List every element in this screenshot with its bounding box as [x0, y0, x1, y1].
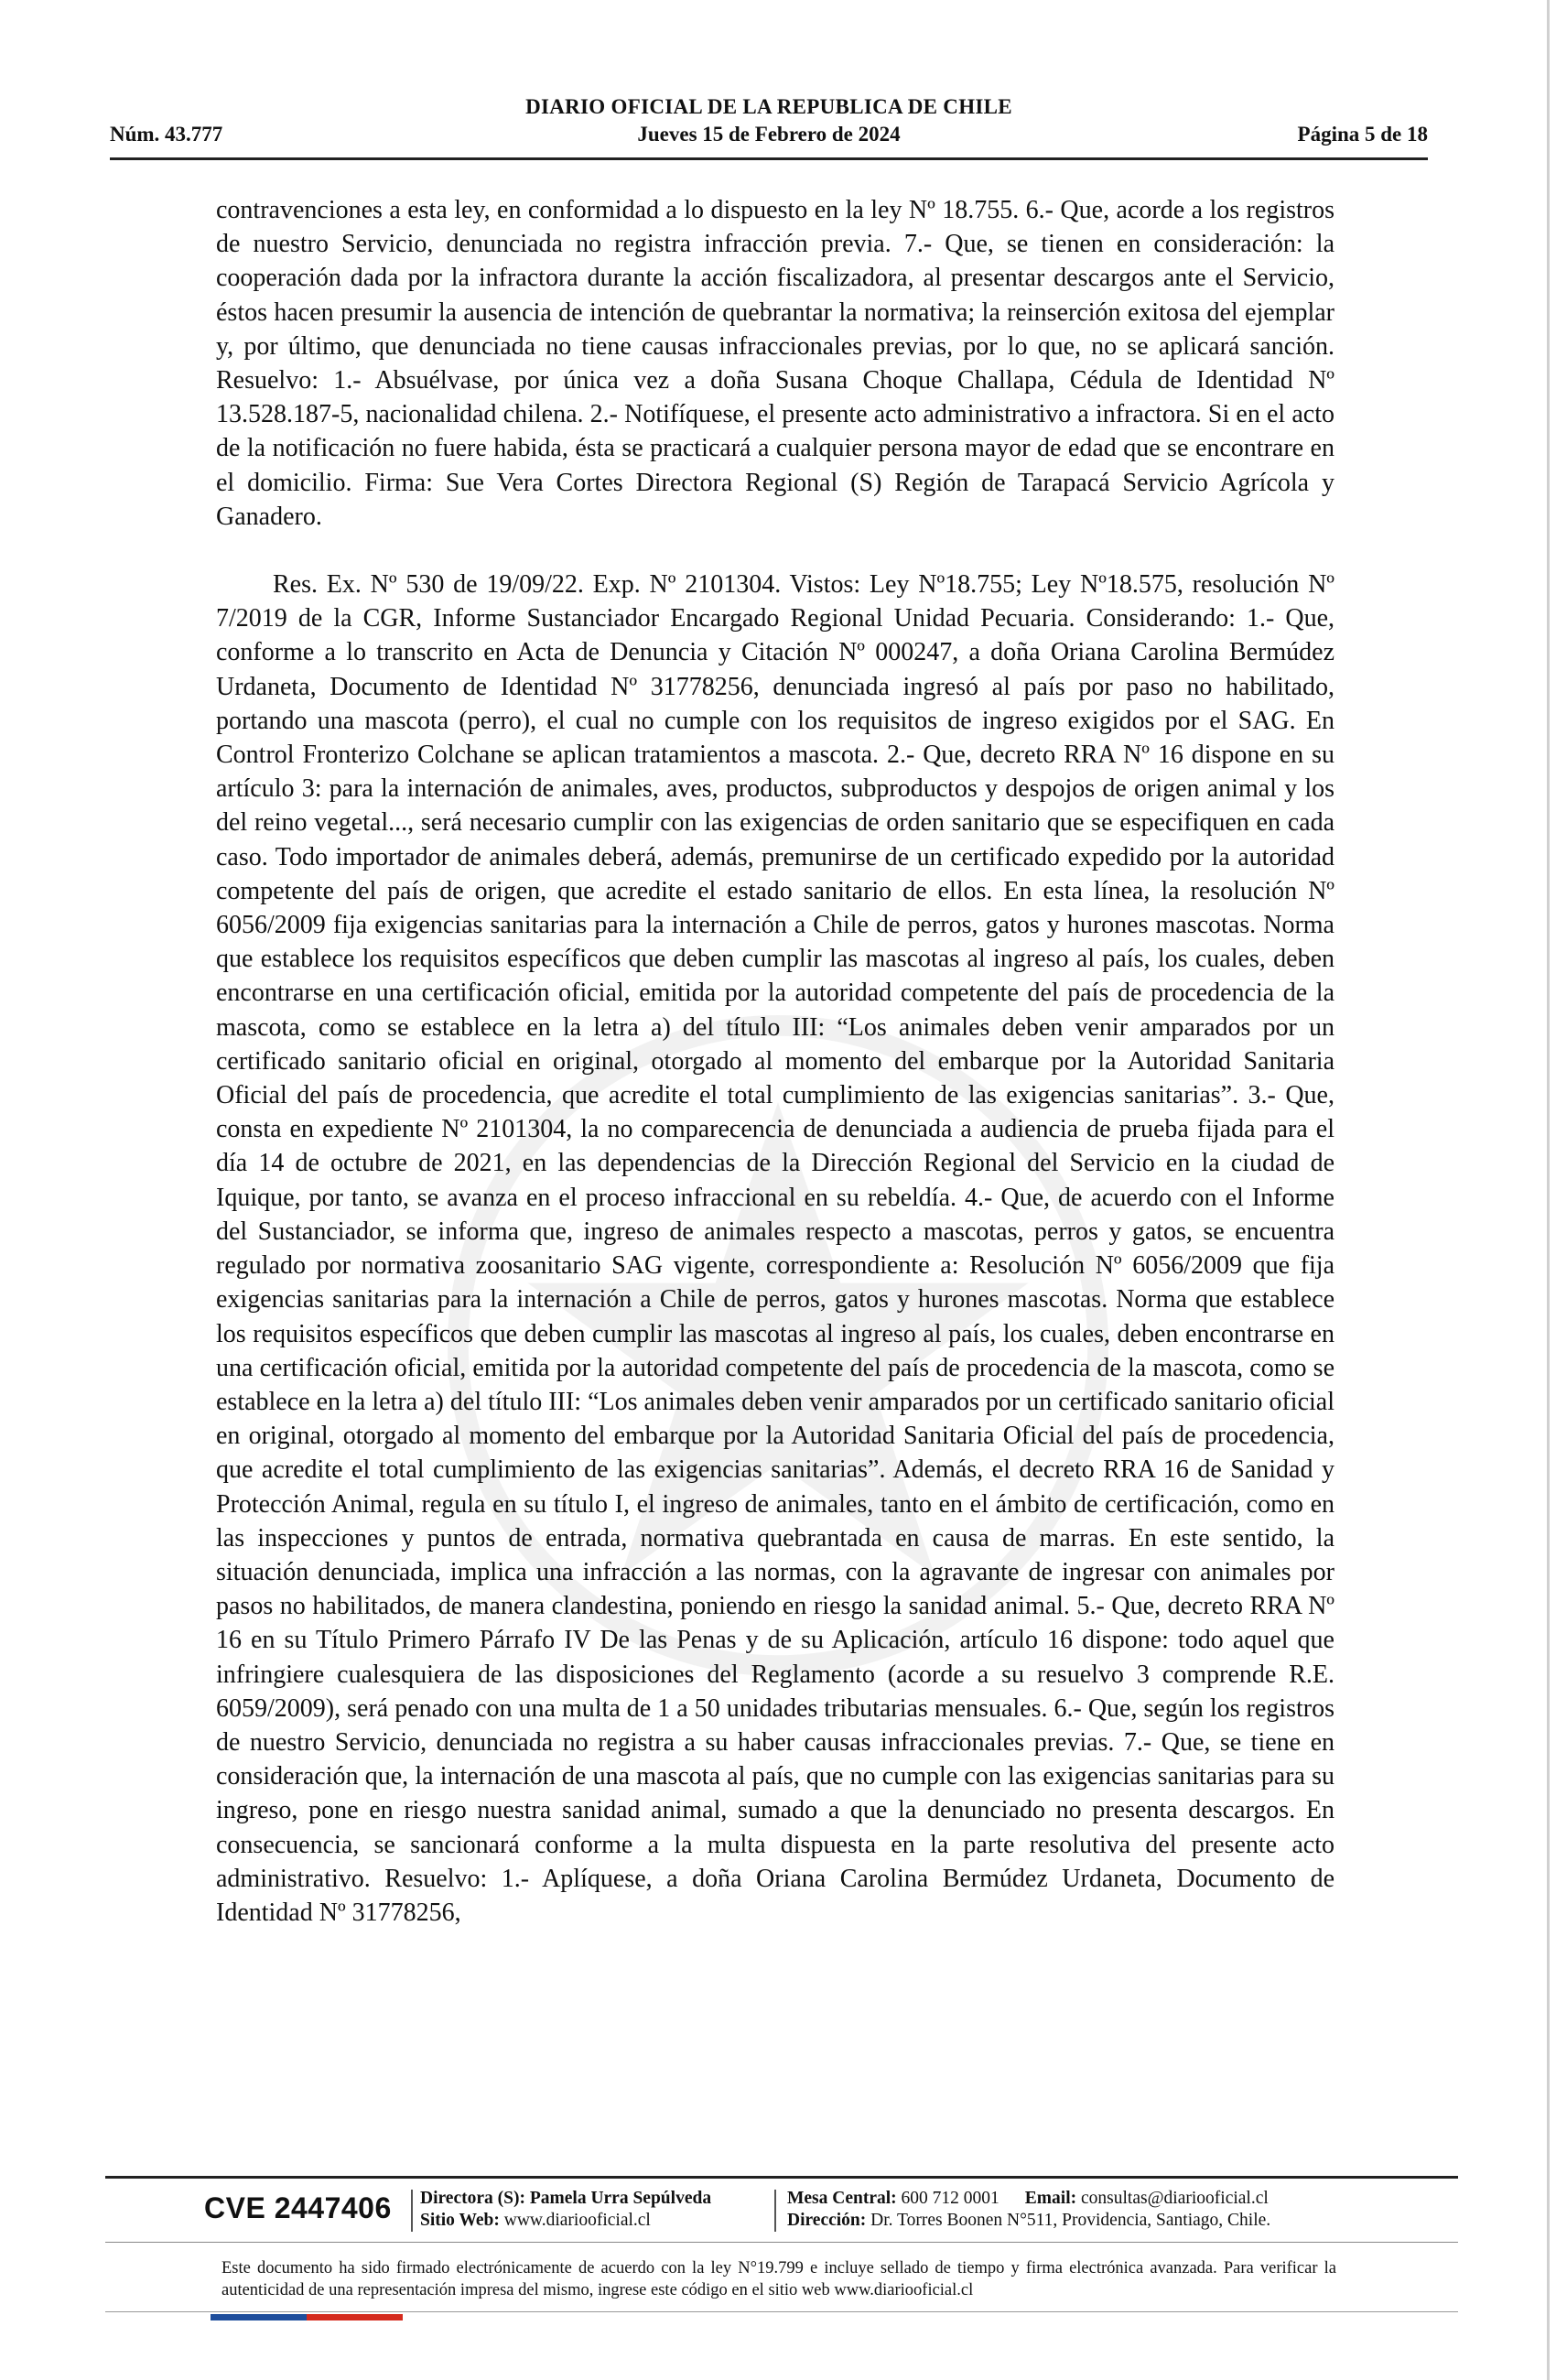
flag-blue-segment	[211, 2314, 307, 2320]
email-link[interactable]: consultas@diariooficial.cl	[1081, 2189, 1269, 2208]
phone-label: Mesa Central:	[787, 2189, 897, 2208]
footer-rule-bottom	[105, 2311, 1458, 2312]
director-name: Pamela Urra Sepúlveda	[529, 2189, 712, 2208]
issue-date: Jueves 15 de Febrero de 2024	[637, 123, 901, 146]
director-info	[420, 2188, 711, 2232]
newspaper-title: DIARIO OFICIAL DE LA REPUBLICA DE CHILE	[525, 95, 1012, 118]
header-rule	[110, 157, 1428, 160]
paragraph-continuation: contravenciones a esta ley, en conformidad a lo dispuesto en la ley Nº 18.755. 6.- Que, acorde a los registros de nuestro Servicio, denunciada no registra infracción previa. 7.- Que, se tienen en consideración: la cooperación dada por la infractora durante la acción fiscalizadora, al presentar descargos ante el Servicio, éstos hacen presumir la ausencia de intención de quebrantar la normativa; la reinserción exitosa del ejemplar y, por último, que denunciada no tiene causas infraccionales previas, por lo que, no se aplicará sanción. Resuelvo: 1.- Absuélvase, por única vez a doña Susana Choque Challapa, Cédula de Identidad Nº 13.528.187-5, nacionalidad chilena. 2.- Notifíquese, el presente acto administrativo a infractora. Si en el acto de la notificación no fuere habida, ésta se practicará a cualquier persona mayor de edad que se encontrare en el domicilio. Firma: Sue Vera Cortes Directora Regional (S) Región de Tarapacá Servicio Agrícola y Ganadero.	[216, 196, 1334, 531]
site-link[interactable]: www.diariooficial.cl	[503, 2211, 651, 2230]
page-number: Página 5 de 18	[1297, 123, 1428, 146]
paragraph-resolution-530: Res. Ex. Nº 530 de 19/09/22. Exp. Nº 2101304. Vistos: Ley Nº18.755; Ley Nº18.575, resolución Nº 7/2019 de la CGR, Informe Sustanciador Encargado Regional Unidad Pecuaria. Considerando: 1.- Que, conforme a lo transcrito en Acta de Denuncia y Citación Nº 000247, a doña Oriana Carolina Bermúdez Urdaneta, Documento de Identidad Nº 31778256, denunciada ingresó al país por paso no habilitado, portando una mascota (perro), el cual no cumple con los requisitos de ingreso exigidos por el SAG. En Control Fronterizo Colchane se aplican tratamientos a mascota. 2.- Que, decreto RRA Nº 16 dispone en su artículo 3: para la internación de animales, aves, productos, subproductos y despojos de origen animal y los del reino vegetal..., será necesario cumplir con las exigencias de orden sanitario que se especifiquen en cada caso. Todo importador de animales deberá, además, premunirse de un certificado expedido por la autoridad competente del país de origen, que acredite el estado sanitario de ellos. En esta línea, la resolución Nº 6056/2009 fija exigencias sanitarias para la internación a Chile de perros, gatos y hurones mascotas. Norma que establece los requisitos específicos que deben cumplir las mascotas al ingreso al país, los cuales, deben encontrarse en una certificación oficial, emitida por la autoridad competente del país de procedencia de la mascota, como se establece en la letra a) del título III: “Los animales deben venir amparados por un certificado sanitario oficial en original, otorgado al momento del embarque por la Autoridad Sanitaria Oficial del país de procedencia, que acredite el total cumplimiento de las exigencias sanitarias”. 3.- Que, consta en expediente Nº 2101304, la no comparecencia de denunciada a audiencia de prueba fijada para el día 14 de octubre de 2021, en las dependencias de la Dirección Regional del Servicio en la ciudad de Iquique, por tanto, se avanza en el proceso infraccional en su rebeldía. 4.- Que, de acuerdo con el Informe del Sustanciador, se informa que, ingreso de animales respecto a mascotas, perros y gatos, se encuentra regulado por normativa zoosanitario SAG vigente, correspondiente a: Resolución Nº 6056/2009 que fija exigencias sanitarias para la internación a Chile de perros, gatos y hurones mascotas. Norma que establece los requisitos específicos que deben cumplir las mascotas al ingreso al país, los cuales, deben encontrarse en una certificación oficial, emitida por la autoridad competente del país de procedencia de la mascota, como se establece en la letra a) del título III: “Los animales deben venir amparados por un certificado sanitario oficial en original, otorgado al momento del embarque por la Autoridad Sanitaria Oficial del país de procedencia, que acredite el total cumplimiento de las exigencias sanitarias”. Además, el decreto RRA 16 de Sanidad y Protección Animal, regula en su título I, el ingreso de animales, tanto en el ámbito de certificación, como en las inspecciones y puntos de entrada, normativa quebrantada en causa de marras. En este sentido, la situación denunciada, implica una infracción a las normas, con la agravante de ingresar con animales por pasos no habilitados, de manera clandestina, poniendo en riesgo la sanidad animal. 5.- Que, decreto RRA Nº 16 en su Título Primero Párrafo IV De las Penas y de su Aplicación, artículo 16 dispone: todo aquel que infringiere cualesquiera de las disposiciones del Reglamento (acorde a su resuelvo 3 comprende R.E. 6059/2009), será penado con una multa de 1 a 50 unidades tributarias mensuales. 6.- Que, según los registros de nuestro Servicio, denunciada no registra a su haber causas infraccionales previas. 7.- Que, se tiene en consideración que, la internación de una mascota al país, que no cumple con las exigencias sanitarias para su ingreso, pone en riesgo nuestra sanidad animal, sumado a que la denunciado no presenta descargos. En consecuencia, se sancionará conforme a la multa dispuesta en la parte resolutiva del presente acto administrativo. Resuelvo: 1.- Aplíquese, a doña Oriana Carolina Bermúdez Urdaneta, Documento de Identidad Nº 31778256,	[216, 570, 1334, 1927]
electronic-signature-disclaimer: Este documento ha sido firmado electrónicamente de acuerdo con la ley N°19.799 e incluye sellado de tiempo y firma electrónica avanzada. Para verificar la autenticidad de una representación impresa del mismo, ingrese este código en el sitio web www.diariooficial.cl	[222, 2259, 1336, 2299]
director-label: Directora (S):	[420, 2189, 525, 2208]
contact-info	[787, 2188, 1270, 2232]
flag-red-segment	[307, 2314, 403, 2320]
chile-flag-stripe	[211, 2314, 403, 2320]
address-label: Dirección:	[787, 2211, 867, 2230]
site-line	[420, 2210, 711, 2232]
email-label: Email:	[1024, 2189, 1077, 2208]
footer-rule-top	[105, 2176, 1458, 2179]
address-value: Dr. Torres Boonen N°511, Providencia, Santiago, Chile.	[870, 2211, 1271, 2230]
footer-divider	[774, 2190, 776, 2232]
issue-number: Núm. 43.777	[110, 123, 223, 146]
page-edge-shadow	[1547, 0, 1550, 2380]
address-line	[787, 2210, 1270, 2232]
site-label: Sitio Web:	[420, 2211, 500, 2230]
footer-divider	[411, 2190, 413, 2232]
footer-band	[105, 2180, 1458, 2241]
phone-email-line	[787, 2188, 1270, 2210]
footer-rule-middle	[105, 2242, 1458, 2243]
director-line	[420, 2188, 711, 2210]
phone-value: 600 712 0001	[901, 2189, 1000, 2208]
document-body	[216, 193, 1334, 1930]
page-header	[110, 95, 1428, 150]
cve-code: CVE 2447406	[204, 2191, 392, 2224]
